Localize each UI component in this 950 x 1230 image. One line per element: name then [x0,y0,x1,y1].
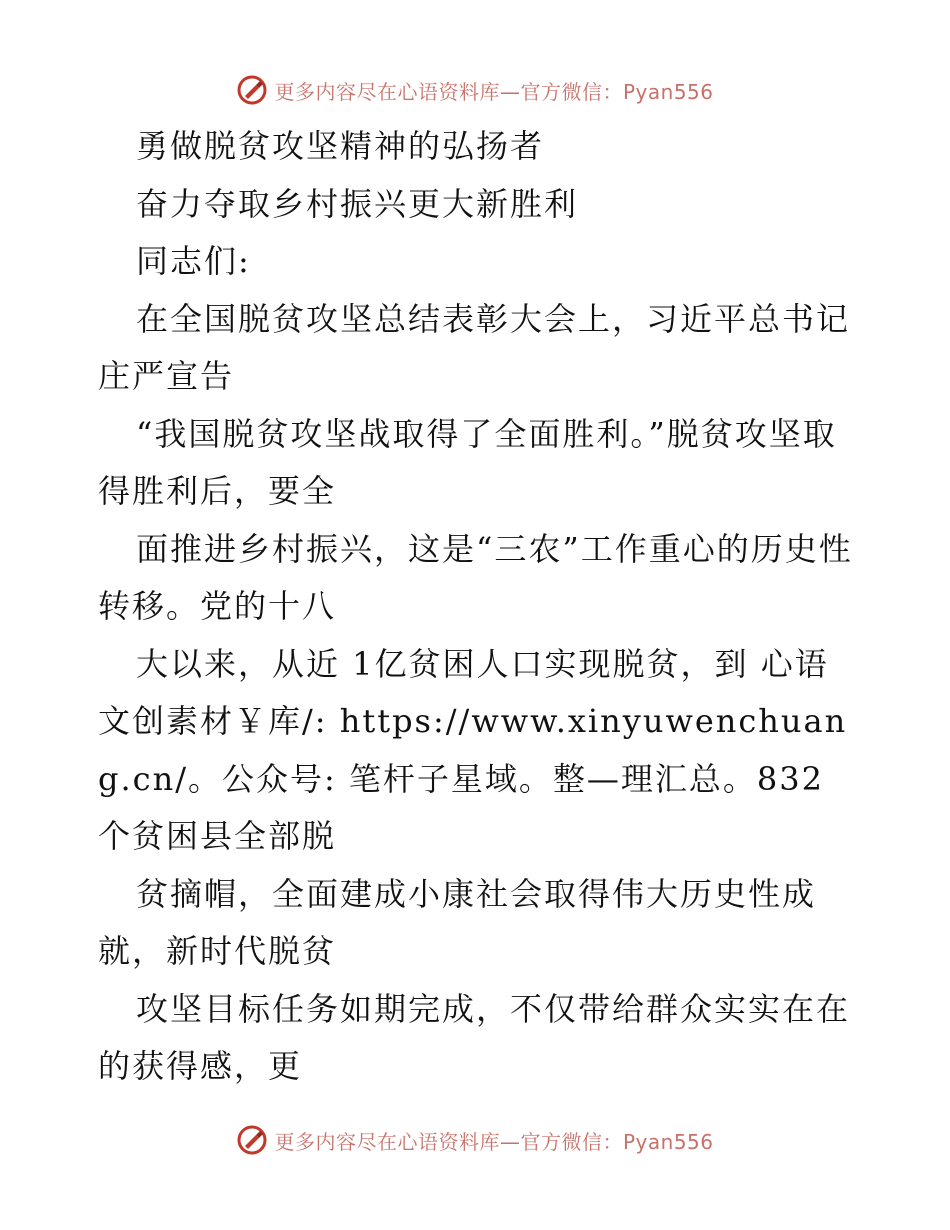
paragraph: 贫摘帽，全面建成小康社会取得伟大历史性成就，新时代脱贫 [98,874,817,970]
doc-title: 勇做脱贫攻坚精神的弘扬者 [136,127,545,165]
wechat-id: Pyan556 [622,1129,714,1154]
paragraph: 攻坚目标任务如期完成，不仅带给群众实实在在的获得感，更 [98,989,851,1085]
header-banner [0,70,950,110]
wechat-id: Pyan556 [622,79,714,104]
footer-banner [0,1120,950,1160]
banner-label: 更多内容尽在心语资料库—官方微信： [274,79,623,104]
salutation: 同志们: [136,242,251,280]
banner-label: 更多内容尽在心语资料库—官方微信： [274,1129,623,1154]
doc-subtitle: 奋力夺取乡村振兴更大新胜利 [136,184,579,223]
paragraph: 在全国脱贫攻坚总结表彰大会上，习近平总书记庄严宣告 [98,299,851,395]
document-body [98,118,854,1096]
banner-text [274,76,713,105]
paragraph: 面推进乡村振兴，这是“三农”工作重心的历史性转移。党的十八 [98,529,853,625]
paragraph: 大以来，从近 1亿贫困人口实现脱贫，到 心语文创素材￥库/: https://www.xinyuwenchuang.cn/。公众号: 笔杆子星域。整—理汇总。832 个贫困县全部脱 [98,644,848,855]
banner-text [274,1126,713,1155]
paragraph: “我国脱贫攻坚战取得了全面胜利。”脱贫攻坚取得胜利后，要全 [98,414,837,510]
pen-logo-icon [236,74,268,106]
pen-logo-icon [236,1124,268,1156]
